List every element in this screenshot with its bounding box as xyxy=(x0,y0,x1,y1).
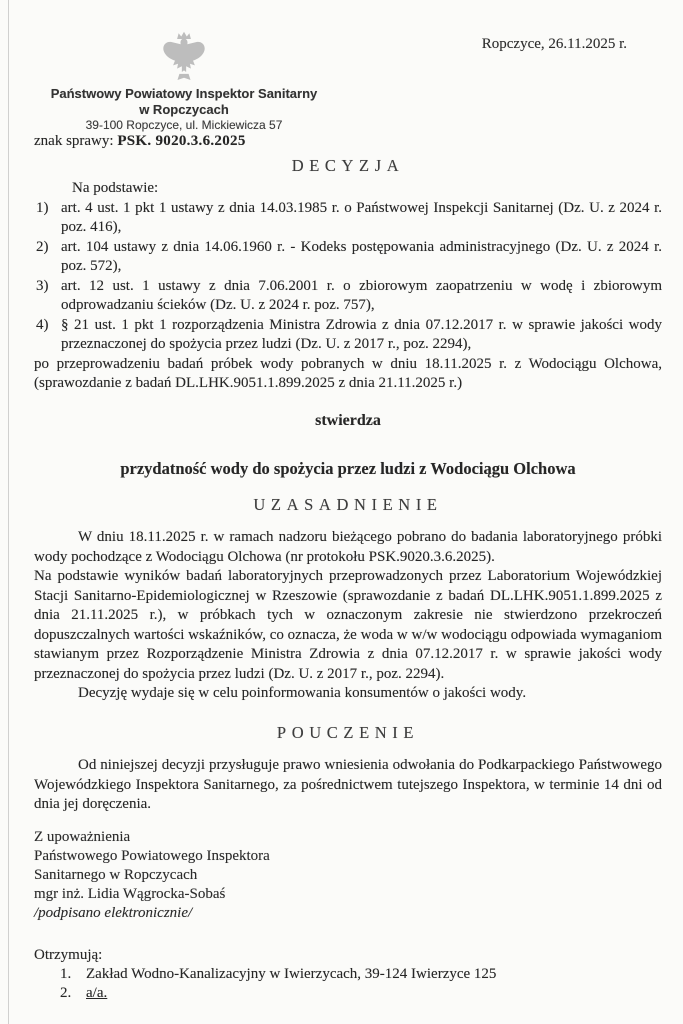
case-reference-number: PSK. 9020.3.6.2025 xyxy=(117,133,246,149)
distribution-heading: Otrzymują: xyxy=(34,947,103,963)
distribution-item-text: Zakład Wodno-Kanalizacyjny w Iwierzycach, 39-124 Iwierzyce 125 xyxy=(86,966,497,982)
instruction-heading: POUCZENIE xyxy=(276,723,420,742)
legal-basis-item xyxy=(34,199,662,238)
legal-basis-item-number: 1) xyxy=(36,199,49,216)
legal-basis-item xyxy=(34,316,662,355)
legal-basis-item-text: art. 12 ust. 1 ustawy z dnia 7.06.2001 r. o zbiorowym zaopatrzeniu w wodę i zbiorowym odprowadzaniu ścieków (Dz. U. z 2024 r. poz. 757), xyxy=(61,277,662,313)
organization-city: w Ropczycach xyxy=(139,101,229,117)
signature-block xyxy=(34,828,270,923)
justification-paragraph-3: Decyzję wydaje się w celu poinformowania konsumentów o jakości wody. xyxy=(78,685,527,701)
distribution-item-text: a/a. xyxy=(86,985,108,1001)
justification-section xyxy=(34,528,662,704)
legal-basis-item-text: § 21 ust. 1 pkt 1 rozporządzenia Ministra Zdrowia z dnia 07.12.2017 r. w sprawie jakości wody przeznaczonej do spożycia przez ludzi (Dz. U. z 2017 r., poz. 2294), xyxy=(61,316,662,352)
date-place-line: Ropczyce, 26.11.2025 r. xyxy=(481,36,627,52)
justification-heading: UZASADNIENIE xyxy=(253,495,443,514)
signature-authority-line: Państwowego Powiatowego Inspektora xyxy=(34,848,270,864)
distribution-item xyxy=(34,965,496,984)
verdict-intro: stwierdza xyxy=(315,412,381,429)
distribution-item-number: 2. xyxy=(60,985,72,1001)
legal-basis-intro: Na podstawie: xyxy=(72,180,159,196)
justification-paragraph-2: Na podstawie wyników badań laboratoryjnych przeprowadzonych przez Laboratorium Wojewódzkiej Stacji Sanitarno-Epidemiologicznej w Rzeszowie (sprawozdanie z badań DL.LHK.9051.1.899.2025 z dnia 21.11.2025 r.), w próbkach tych w oznaczonym zakresie nie stwierdzono przekroczeń dopuszczalnych wartości wskaźników, co oznacza, że woda w w/w wodociągu odpowiada wymaganiom stawianym przez Rozporządzenie Ministra Zdrowia z dnia 07.12.2017 r. w sprawie jakości wody przeznaczonej do spożycia przez ludzi (Dz. U. z 2017 r., poz. 2294). xyxy=(34,568,662,682)
distribution-list xyxy=(34,946,496,1003)
letterhead xyxy=(0,30,368,133)
decision-heading: DECYZJA xyxy=(291,156,405,175)
justification-paragraph-1: W dniu 18.11.2025 r. w ramach nadzoru bieżącego pobrano do badania laboratoryjnego próbki wody pochodzące z Wodociągu Olchowa (nr protokołu PSK.9020.3.6.2025). xyxy=(34,529,662,565)
legal-basis-section xyxy=(34,179,662,394)
instruction-paragraph: Od niniejszej decyzji przysługuje prawo wniesienia odwołania do Podkarpackiego Państwowego Wojewódzkiego Inspektora Sanitarnego, za pośrednictwem tutejszego Inspektora, w terminie 14 dni od dnia jej doręczenia. xyxy=(34,757,662,812)
distribution-item-number: 1. xyxy=(60,966,72,982)
legal-basis-item-number: 2) xyxy=(36,238,49,255)
legal-basis-item xyxy=(34,277,662,316)
legal-basis-item-number: 4) xyxy=(36,316,49,333)
legal-basis-item xyxy=(34,238,662,277)
case-reference-label: znak sprawy: xyxy=(34,133,114,149)
electronic-signature-note: /podpisano elektronicznie/ xyxy=(34,905,193,921)
organization-name: Państwowy Powiatowy Inspektor Sanitarny xyxy=(50,86,318,101)
signature-authority-line: Z upoważnienia xyxy=(34,829,131,845)
distribution-item xyxy=(34,984,496,1003)
legal-basis-item-text: art. 104 ustawy z dnia 14.06.1960 r. - Kodeks postępowania administracyjnego (Dz. U. z 2024 r. poz. 572), xyxy=(61,238,662,274)
legal-basis-item-text: art. 4 ust. 1 pkt 1 ustawy z dnia 14.03.1985 r. o Państwowej Inspekcji Sanitarnej (Dz. U. z 2024 r. poz. 416), xyxy=(61,199,662,235)
signer-name: mgr inż. Lidia Wągrocka-Sobaś xyxy=(34,886,226,902)
legal-basis-item-number: 3) xyxy=(36,277,49,294)
legal-basis-closing: po przeprowadzeniu badań próbek wody pobranych w dniu 18.11.2025 r. z Wodociągu Olchowa, (sprawozdanie z badań DL.LHK.9051.1.899.2025 z dnia 21.11.2025 r.) xyxy=(34,355,662,391)
organization-address: 39-100 Ropczyce, ul. Mickiewicza 57 xyxy=(85,118,283,133)
signature-authority-line: Sanitarnego w Ropczycach xyxy=(34,867,198,883)
polish-eagle-emblem-icon xyxy=(161,30,207,84)
verdict-statement: przydatność wody do spożycia przez ludzi z Wodociągu Olchowa xyxy=(120,459,576,478)
case-reference xyxy=(34,133,246,150)
